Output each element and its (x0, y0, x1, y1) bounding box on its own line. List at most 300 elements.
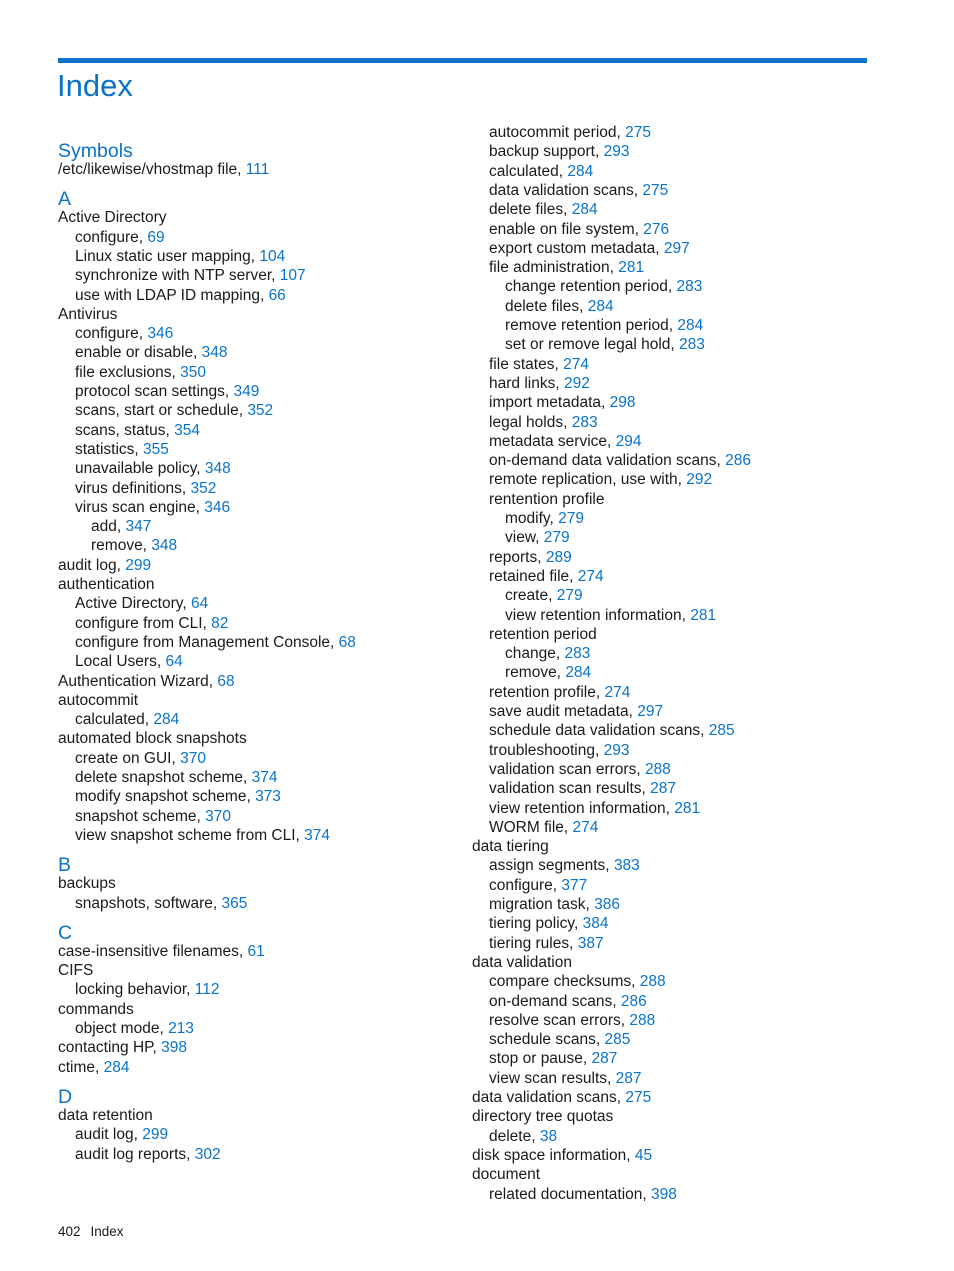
index-entry (75, 894, 247, 913)
index-entry (75, 228, 165, 247)
index-term: import metadata, (489, 394, 610, 412)
index-entry (58, 1000, 134, 1019)
index-term: retention period (489, 625, 597, 643)
index-entry (75, 980, 220, 999)
index-term: tiering policy, (489, 915, 583, 933)
page-link[interactable]: 293 (603, 741, 630, 759)
page-link[interactable]: 298 (609, 394, 636, 412)
index-term: add, (91, 518, 126, 536)
page-link[interactable]: 373 (255, 788, 281, 806)
index-entry (489, 374, 590, 393)
index-entry (75, 749, 206, 768)
page-link[interactable]: 370 (180, 749, 206, 767)
index-entry (489, 856, 640, 875)
index-term: migration task, (489, 896, 595, 913)
index-term: related documentation, (489, 1185, 651, 1203)
index-term: delete, (489, 1127, 540, 1145)
index-term: Local Users, (75, 653, 166, 671)
index-entry (489, 258, 644, 277)
index-entry (75, 807, 231, 826)
index-term: export custom metadata, (489, 239, 664, 257)
index-term: virus scan engine, (75, 498, 205, 516)
index-term: view retention information, (505, 606, 691, 624)
index-entry (489, 355, 589, 374)
index-term: legal holds, (489, 413, 572, 431)
page-link[interactable]: 348 (151, 537, 178, 555)
index-term: Active Directory (58, 209, 167, 227)
index-term: locking behavior, (75, 981, 195, 999)
page-link[interactable]: 386 (594, 896, 620, 913)
page-link[interactable]: 279 (543, 529, 570, 547)
index-entry (58, 1058, 130, 1077)
index-entry (505, 297, 614, 316)
page-link[interactable]: 384 (582, 915, 609, 933)
page-link[interactable]: 354 (174, 421, 200, 439)
index-entry (75, 363, 206, 382)
index-entry (505, 335, 705, 354)
index-entry (489, 393, 635, 412)
index-term: on-demand data validation scans, (489, 452, 726, 470)
index-entry (489, 239, 690, 258)
index-entry (489, 625, 597, 644)
page-link[interactable]: 287 (615, 1069, 642, 1087)
index-entry (58, 874, 116, 893)
index-entry (489, 432, 642, 451)
index-entry (472, 1146, 652, 1165)
page-link[interactable]: 104 (259, 247, 286, 265)
page-link[interactable]: 45 (634, 1146, 653, 1164)
index-term: metadata service, (489, 432, 616, 450)
index-entry (58, 556, 151, 575)
index-entry (489, 818, 598, 837)
page-link[interactable]: 284 (587, 297, 614, 315)
page-link[interactable]: 284 (103, 1058, 130, 1076)
index-entry (75, 633, 356, 652)
page-link[interactable]: 352 (247, 402, 274, 420)
page-link[interactable]: 285 (708, 722, 735, 740)
page-link[interactable]: 64 (165, 653, 183, 671)
index-term: resolve scan errors, (489, 1011, 630, 1029)
index-term: file states, (489, 355, 564, 373)
index-entry (489, 567, 604, 586)
index-term: remove, (505, 664, 566, 682)
index-entry (489, 779, 676, 798)
index-entry (489, 220, 669, 239)
page-link[interactable]: 288 (644, 760, 671, 778)
index-entry (75, 382, 259, 401)
index-term: backups (58, 875, 116, 893)
index-term: configure, (75, 325, 148, 343)
index-term: CIFS (58, 962, 94, 980)
index-term: configure from Management Console, (75, 633, 339, 651)
page-link[interactable]: 281 (618, 259, 645, 277)
page-link[interactable]: 61 (247, 942, 265, 960)
index-entry (505, 277, 702, 296)
index-entry (75, 652, 183, 671)
index-entry (489, 760, 671, 779)
index-term: view, (505, 529, 544, 547)
page-link[interactable]: 383 (613, 857, 640, 875)
page-link[interactable]: 274 (577, 567, 604, 585)
index-entry (75, 286, 286, 305)
page-link[interactable]: 346 (204, 498, 231, 516)
page-link[interactable]: 66 (268, 286, 286, 304)
page-link[interactable]: 275 (625, 124, 651, 141)
index-entry (91, 517, 151, 536)
index-entry (489, 123, 651, 142)
page-link[interactable]: 374 (251, 769, 278, 786)
page-link[interactable]: 287 (591, 1050, 618, 1068)
index-term: remove, (91, 537, 152, 555)
page-title: Index (57, 68, 133, 103)
index-entry (58, 672, 235, 691)
index-entry (489, 548, 572, 567)
page-link[interactable]: 302 (194, 1145, 221, 1163)
page-link[interactable]: 283 (564, 645, 591, 663)
index-term: delete files, (489, 201, 572, 219)
page-link[interactable]: 286 (620, 992, 647, 1010)
page-link[interactable]: 355 (143, 440, 169, 458)
page-link[interactable]: 64 (191, 595, 209, 613)
index-entry (75, 421, 200, 440)
index-entry (472, 837, 549, 856)
index-term: Antivirus (58, 305, 118, 323)
index-entry (489, 470, 712, 489)
index-term: scans, start or schedule, (75, 402, 248, 420)
page-link[interactable]: 387 (577, 934, 604, 952)
index-entry (489, 413, 598, 432)
index-entry (58, 691, 138, 710)
index-entry (489, 490, 604, 509)
index-term: modify, (505, 510, 559, 527)
index-term: file exclusions, (75, 363, 181, 381)
page-link[interactable]: 281 (690, 606, 717, 624)
index-entry (489, 1011, 655, 1030)
index-term: audit log, (58, 556, 126, 574)
index-letter-heading: C (58, 921, 73, 944)
page-link[interactable]: 279 (558, 510, 584, 527)
index-term: on-demand scans, (489, 992, 621, 1010)
index-term: modify snapshot scheme, (75, 788, 256, 806)
page-link[interactable]: 292 (686, 471, 713, 489)
index-term: delete files, (505, 297, 588, 315)
index-letter-heading: Symbols (58, 140, 133, 162)
index-entry (489, 200, 598, 219)
index-entry (75, 787, 281, 806)
page-link[interactable]: 293 (603, 143, 630, 161)
index-entry (58, 961, 93, 980)
index-entry (489, 799, 700, 818)
page-link[interactable]: 68 (217, 672, 235, 690)
index-term: WORM file, (489, 818, 573, 836)
page-link[interactable]: 287 (650, 780, 676, 798)
index-term: rentention profile (489, 490, 605, 508)
index-term: autocommit period, (489, 124, 626, 141)
page-link[interactable]: 68 (338, 633, 356, 651)
page-link[interactable]: 398 (161, 1039, 187, 1057)
index-term: data validation scans, (472, 1089, 626, 1106)
index-entry (472, 953, 572, 972)
index-term: remove retention period, (505, 317, 678, 334)
page-link[interactable]: 274 (563, 355, 589, 373)
index-entry (75, 1019, 194, 1038)
page-footer (58, 1223, 124, 1241)
index-term: snapshot scheme, (75, 807, 206, 825)
index-term: unavailable policy, (75, 460, 205, 478)
page-link[interactable]: 349 (233, 383, 260, 400)
index-term: directory tree quotas (472, 1108, 614, 1126)
page-link[interactable]: 111 (245, 161, 270, 178)
page-link[interactable]: 292 (563, 374, 590, 392)
page-link[interactable]: 283 (679, 336, 705, 354)
page-link[interactable]: 286 (725, 452, 751, 470)
index-entry (58, 1106, 153, 1125)
index-entry (489, 895, 620, 914)
index-term: snapshots, software, (75, 894, 222, 912)
index-term: retention profile, (489, 683, 605, 701)
index-entry (489, 702, 663, 721)
index-entry (505, 316, 703, 335)
page-link[interactable]: 276 (643, 220, 670, 238)
index-term: data validation scans, (489, 181, 643, 199)
index-term: disk space information, (472, 1146, 635, 1164)
index-entry (58, 1038, 187, 1057)
page-link[interactable]: 275 (642, 181, 669, 199)
index-entry (489, 721, 735, 740)
page-link[interactable]: 299 (142, 1126, 169, 1144)
index-term: commands (58, 1000, 134, 1018)
page-link[interactable]: 370 (205, 807, 231, 825)
index-term: validation scan errors, (489, 760, 645, 778)
index-entry (472, 1107, 613, 1126)
page-link[interactable]: 82 (211, 614, 229, 632)
index-term: backup support, (489, 143, 604, 161)
page-link[interactable]: 275 (625, 1089, 652, 1106)
page-link[interactable]: 348 (204, 460, 231, 478)
index-term: compare checksums, (489, 973, 640, 991)
index-term: change, (505, 645, 565, 663)
index-entry (91, 536, 177, 555)
index-term: synchronize with NTP server, (75, 267, 280, 285)
index-entry (75, 710, 179, 729)
page-link[interactable]: 112 (194, 981, 220, 999)
index-term: enable on file system, (489, 220, 644, 238)
index-term: hard links, (489, 374, 564, 392)
index-term: scans, status, (75, 421, 175, 439)
index-entry (505, 509, 584, 528)
index-entry (489, 1030, 630, 1049)
index-entry (75, 498, 230, 517)
index-entry (58, 575, 155, 594)
index-entry (58, 942, 265, 961)
index-term: reports, (489, 548, 546, 566)
page-link[interactable]: 294 (615, 432, 642, 450)
index-entry (75, 614, 228, 633)
index-term: file administration, (489, 259, 619, 277)
index-entry (489, 451, 751, 470)
index-term: autocommit (58, 691, 139, 709)
index-entry (75, 459, 231, 478)
index-term: document (472, 1166, 541, 1184)
page-link[interactable]: 374 (304, 826, 331, 844)
index-entry (472, 1088, 651, 1107)
index-term: create on GUI, (75, 749, 181, 767)
index-term: configure, (489, 876, 562, 894)
index-entry (75, 440, 169, 459)
index-entry (505, 606, 716, 625)
page-link[interactable]: 284 (567, 162, 594, 180)
index-entry (489, 934, 604, 953)
page-link[interactable]: 346 (147, 325, 174, 343)
index-entry (489, 992, 647, 1011)
index-term: data validation (472, 953, 572, 971)
index-term: data retention (58, 1106, 153, 1124)
index-term: schedule data validation scans, (489, 722, 709, 740)
page-link[interactable]: 288 (639, 973, 666, 991)
page-link[interactable]: 347 (125, 518, 152, 536)
index-entry (75, 266, 306, 285)
index-entry (489, 972, 666, 991)
index-entry (75, 594, 208, 613)
index-term: configure, (75, 228, 148, 246)
index-term: troubleshooting, (489, 741, 604, 759)
index-term: use with LDAP ID mapping, (75, 286, 269, 304)
page-link[interactable]: 288 (629, 1011, 656, 1029)
page-link[interactable]: 107 (279, 267, 306, 285)
index-term: create, (505, 587, 557, 605)
page-link[interactable]: 284 (677, 317, 704, 334)
index-entry (489, 181, 668, 200)
index-term: retained file, (489, 567, 578, 585)
page-link[interactable]: 398 (651, 1185, 677, 1203)
index-entry (489, 162, 593, 181)
index-term: contacting HP, (58, 1039, 162, 1057)
index-entry (75, 1125, 168, 1144)
index-entry (505, 586, 583, 605)
page-number: 402 (58, 1224, 81, 1239)
footer-section: Index (90, 1224, 124, 1239)
index-entry (489, 1069, 642, 1088)
index-entry (489, 741, 629, 760)
page-link[interactable]: 274 (572, 818, 599, 836)
index-entry (489, 1127, 557, 1146)
index-entry (75, 768, 278, 787)
index-entry (58, 729, 247, 748)
page-link[interactable]: 350 (180, 363, 206, 381)
index-term: view scan results, (489, 1069, 616, 1087)
index-entry (489, 142, 629, 161)
index-letter-heading: A (58, 188, 72, 211)
index-term: case-insensitive filenames, (58, 942, 248, 960)
page-link[interactable]: 38 (539, 1127, 558, 1145)
index-term: remote replication, use with, (489, 471, 687, 489)
index-term: assign segments, (489, 857, 614, 875)
page-link[interactable]: 348 (201, 344, 228, 362)
index-term: Linux static user mapping, (75, 247, 260, 265)
index-term: automated block snapshots (58, 730, 247, 748)
index-entry (75, 1145, 221, 1164)
index-term: calculated, (75, 711, 154, 729)
index-term: audit log, (75, 1126, 143, 1144)
index-entry (505, 663, 591, 682)
page-link[interactable]: 284 (571, 201, 598, 219)
index-term: virus definitions, (75, 479, 191, 497)
page-link[interactable]: 283 (676, 278, 703, 296)
index-term: schedule scans, (489, 1031, 605, 1049)
index-term: change retention period, (505, 278, 677, 296)
index-term: Authentication Wizard, (58, 672, 218, 690)
page-link[interactable]: 377 (561, 876, 588, 894)
index-entry (505, 644, 590, 663)
page-link[interactable]: 284 (565, 664, 592, 682)
index-term: set or remove legal hold, (505, 336, 680, 354)
index-term: enable or disable, (75, 344, 202, 362)
index-entry (489, 1185, 677, 1204)
index-entry (472, 1165, 540, 1184)
page-link[interactable]: 352 (190, 479, 217, 497)
page-link[interactable]: 297 (663, 239, 690, 257)
index-entry (75, 247, 285, 266)
page-link[interactable]: 297 (637, 703, 664, 720)
index-entry (58, 208, 167, 227)
index-term: tiering rules, (489, 934, 578, 952)
index-term: view retention information, (489, 799, 675, 817)
index-term: view snapshot scheme from CLI, (75, 826, 305, 844)
index-entry (489, 876, 587, 895)
page-link[interactable]: 274 (604, 683, 631, 701)
index-entry (75, 826, 330, 845)
index-term: /etc/likewise/vhostmap file, (58, 161, 246, 178)
index-entry (75, 479, 216, 498)
index-term: audit log reports, (75, 1145, 195, 1163)
page-link[interactable]: 289 (545, 548, 572, 566)
index-entry (489, 1049, 617, 1068)
page-link[interactable]: 279 (556, 587, 583, 605)
index-entry (75, 401, 273, 420)
index-term: calculated, (489, 162, 568, 180)
page-link[interactable]: 299 (125, 556, 152, 574)
index-entry (489, 683, 630, 702)
index-term: delete snapshot scheme, (75, 769, 252, 786)
index-entry (489, 914, 609, 933)
page-link[interactable]: 283 (571, 413, 598, 431)
index-entry (505, 528, 570, 547)
index-term: ctime, (58, 1058, 104, 1076)
index-term: authentication (58, 576, 155, 593)
index-term: validation scan results, (489, 780, 651, 798)
index-letter-heading: D (58, 1085, 73, 1108)
index-letter-heading: B (58, 854, 72, 877)
index-entry (75, 324, 173, 343)
page-link[interactable]: 284 (153, 711, 180, 729)
index-term: object mode, (75, 1020, 169, 1037)
page-link[interactable]: 285 (604, 1031, 631, 1049)
page-link[interactable]: 69 (147, 228, 165, 246)
index-term: stop or pause, (489, 1050, 592, 1068)
page-link[interactable]: 281 (674, 799, 701, 817)
index-term: protocol scan settings, (75, 383, 234, 400)
page-link[interactable]: 365 (221, 894, 248, 912)
title-rule (58, 58, 867, 63)
index-entry (58, 305, 117, 324)
index-term: save audit metadata, (489, 703, 638, 720)
index-term: data tiering (472, 838, 549, 856)
index-entry (75, 343, 228, 362)
index-entry (58, 160, 269, 179)
index-term: statistics, (75, 440, 144, 458)
index-term: configure from CLI, (75, 614, 212, 632)
page-link[interactable]: 213 (168, 1020, 194, 1037)
